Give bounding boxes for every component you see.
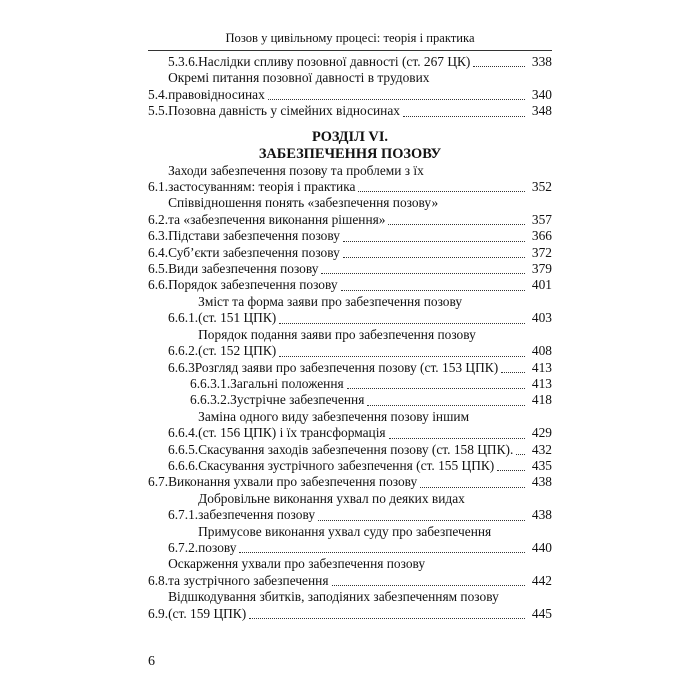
toc-entry (148, 103, 552, 119)
toc-entry-last-line (198, 458, 552, 474)
toc-entry-line: Примусове виконання ухвал суду про забезпечення (198, 523, 492, 539)
dot-leader (501, 372, 525, 373)
toc-entry-page: 432 (531, 441, 552, 457)
dot-leader (347, 388, 525, 389)
toc-entry (148, 376, 552, 392)
toc-entry-number: 6.4. (148, 244, 169, 260)
toc-entry-last-line (230, 376, 552, 392)
toc-entry (148, 228, 552, 244)
toc-entry-line: Оскарження ухвали про забезпечення позову (168, 556, 426, 572)
toc-entry-number: 6.7.1. (168, 507, 199, 523)
dot-leader (321, 273, 525, 274)
toc-entry (148, 54, 552, 70)
toc-entry-last-line (168, 245, 552, 261)
toc-entry-number: 5.4. (148, 86, 169, 102)
toc-entry (148, 327, 552, 360)
toc-entry-last-line (168, 103, 552, 119)
toc-entry-body (168, 261, 552, 277)
toc-entry (148, 409, 552, 442)
toc-entry (148, 458, 552, 474)
toc-entry-line: Окремі питання позовної давності в трудових (168, 70, 430, 86)
toc-entry-body (198, 327, 552, 360)
toc-entry-body (168, 70, 552, 103)
toc-entry-body (198, 491, 552, 524)
toc-entry-page: 418 (531, 392, 552, 408)
toc-entry-title: та зустрічного забезпечення (168, 572, 329, 588)
dot-leader (268, 99, 525, 100)
toc-entry-title: Виконання ухвали про забезпечення позову (168, 474, 418, 490)
toc-entry-title: (ст. 156 ЦПК) і їх трансформація (198, 425, 386, 441)
toc-entry-last-line (195, 360, 552, 376)
toc-entry-number: 6.3. (148, 228, 169, 244)
section-subtitle: ЗАБЕЗПЕЧЕННЯ ПОЗОВУ (258, 145, 442, 162)
dot-leader (343, 257, 525, 258)
toc-entry-last-line (168, 179, 552, 195)
toc-entry-line: Відшкодування збитків, заподіяних забезпеченням позову (168, 589, 499, 605)
toc-entry-body (168, 556, 552, 589)
page-number: 6 (148, 654, 155, 669)
toc-entry-body (168, 474, 552, 490)
toc-entry (148, 70, 552, 103)
toc-entry-title: (ст. 151 ЦПК) (198, 310, 277, 326)
dot-leader (473, 66, 525, 67)
toc-entry-last-line (198, 425, 552, 441)
toc-entry (148, 556, 552, 589)
toc-entry-title: забезпечення позову (198, 507, 316, 523)
dot-leader (239, 552, 525, 553)
toc-entry-number: 6.6.3.1. (190, 375, 231, 391)
toc-entry-number: 6.6.3.2. (190, 392, 231, 408)
toc-entry-last-line (198, 507, 552, 523)
toc-entry-number: 5.5. (148, 103, 169, 119)
toc-entry-title: (ст. 152 ЦПК) (198, 343, 277, 359)
toc-entry-page: 445 (531, 605, 552, 621)
toc-entry-last-line (168, 277, 552, 293)
toc-entry-title: Загальні положення (230, 375, 344, 391)
toc-entry-title: позову (198, 539, 237, 555)
toc-entry-page: 435 (531, 457, 552, 473)
toc-entry-body (230, 392, 552, 408)
toc-entry-last-line (198, 540, 552, 556)
running-header: Позов у цивільному процесі: теорія і практика (225, 31, 475, 45)
toc-entry-body (198, 458, 552, 474)
toc-entry-number: 6.6.1. (168, 310, 199, 326)
toc-entry-line: Заходи забезпечення позову та проблеми з їх (168, 162, 424, 178)
toc-entry-page: 401 (531, 277, 552, 293)
toc-entry-page: 438 (531, 507, 552, 523)
toc-entry-last-line (230, 392, 552, 408)
dot-leader (497, 470, 525, 471)
toc-entry-body (168, 589, 552, 622)
toc-entry-number: 6.7.2. (168, 539, 199, 555)
toc-entry-number: 6.2. (148, 211, 169, 227)
toc-entry-page: 408 (531, 343, 552, 359)
toc-entry-title: Суб’єкти забезпечення позову (168, 244, 340, 260)
toc-entry-title: Скасування заходів забезпечення позову (ст. 158 ЦПК). (198, 441, 514, 457)
toc-entry-page: 440 (531, 539, 552, 555)
toc-entry (148, 195, 552, 228)
toc-entry-number: 6.6.5. (168, 441, 199, 457)
toc-entry-page: 379 (531, 261, 552, 277)
toc-entry-title: правовідносинах (168, 86, 265, 102)
toc-entry (148, 277, 552, 293)
toc-entry-page: 372 (531, 244, 552, 260)
dot-leader (403, 116, 525, 117)
toc-entry-body (198, 442, 552, 458)
toc-entry-number: 6.7. (148, 474, 169, 490)
toc-entry-body (168, 245, 552, 261)
dot-leader (367, 405, 525, 406)
toc-entry-page: 403 (531, 310, 552, 326)
dot-leader (341, 290, 525, 291)
toc-entry-page: 413 (531, 375, 552, 391)
toc-entry-number: 6.6. (148, 277, 169, 293)
toc-entry-number: 6.6.4. (168, 425, 199, 441)
toc-entry-body (198, 409, 552, 442)
toc-entry-line: Добровільне виконання ухвал по деяких видах (198, 490, 465, 506)
toc-entry-page: 348 (531, 103, 552, 119)
toc-entry-line: Порядок подання заяви про забезпечення позову (198, 326, 476, 342)
dot-leader (388, 224, 525, 225)
toc-entry-last-line (198, 54, 552, 70)
toc-entry-page: 366 (531, 228, 552, 244)
toc-entry-number: 6.9. (148, 605, 169, 621)
toc-entry-last-line (168, 474, 552, 490)
toc-entry-page: 429 (531, 425, 552, 441)
toc-entry-last-line (168, 573, 552, 589)
toc-entry (148, 163, 552, 196)
toc-entry-number: 6.6.6. (168, 457, 199, 473)
toc-entry-last-line (168, 87, 552, 103)
toc-entry-number: 6.6.3 (168, 359, 195, 375)
dot-leader (420, 487, 525, 488)
toc-entry (148, 589, 552, 622)
toc-entry-body (168, 195, 552, 228)
toc-entry-page: 413 (531, 359, 552, 375)
toc-entry-page: 438 (531, 474, 552, 490)
toc-entry-body (198, 294, 552, 327)
toc-entry (148, 261, 552, 277)
toc-entry-title: Порядок забезпечення позову (168, 277, 338, 293)
toc-entry-last-line (168, 212, 552, 228)
toc-entry-title: Розгляд заяви про забезпечення позову (ст. 153 ЦПК) (194, 359, 499, 375)
toc-entry-body (168, 163, 552, 196)
dot-leader (389, 438, 525, 439)
toc-entry-number: 6.5. (148, 261, 169, 277)
toc-entries-before (148, 54, 552, 120)
toc-entry-body (230, 376, 552, 392)
toc-entry-line: Зміст та форма заяви про забезпечення позову (198, 293, 463, 309)
dot-leader (516, 454, 525, 455)
toc-entry-body (168, 228, 552, 244)
toc-entry (148, 294, 552, 327)
dot-leader (279, 356, 525, 357)
toc-entry-body (198, 524, 552, 557)
toc-entry (148, 474, 552, 490)
toc-entry-number: 6.6.2. (168, 343, 199, 359)
toc-entry-number: 6.8. (148, 572, 169, 588)
toc-entry-last-line (168, 228, 552, 244)
toc-entry-page: 352 (531, 179, 552, 195)
toc-entries-after (148, 163, 552, 622)
toc-entry-page: 338 (531, 54, 552, 69)
toc-entry-title: Зустрічне забезпечення (230, 392, 365, 408)
dot-leader (343, 241, 525, 242)
toc-entry-title: та «забезпечення виконання рішення» (168, 211, 386, 227)
toc-entry-page: 340 (531, 86, 552, 102)
toc-entry-last-line (198, 343, 552, 359)
toc-entry-last-line (198, 310, 552, 326)
toc-entry-title: Позовна давність у сімейних відносинах (168, 103, 400, 119)
toc-entry-title: застосуванням: теорія і практика (168, 179, 356, 195)
toc-entry-last-line (198, 442, 552, 458)
toc-entry-title: Наслідки спливу позовної давності (ст. 267 ЦК) (198, 54, 471, 69)
toc-entry (148, 491, 552, 524)
toc-entry (148, 524, 552, 557)
toc-entry-title: Види забезпечення позову (168, 261, 319, 277)
toc-entry-page: 442 (531, 572, 552, 588)
toc-entry-title: Скасування зустрічного забезпечення (ст. 155 ЦПК) (198, 457, 495, 473)
toc-entry-body (195, 360, 552, 376)
dot-leader (358, 191, 525, 192)
section-title: РОЗДІЛ VI. (311, 128, 389, 145)
toc-entry-number: 6.1. (148, 179, 169, 195)
toc-entry-page: 357 (531, 211, 552, 227)
dot-leader (279, 323, 525, 324)
header-rule (148, 50, 552, 51)
toc-entry (148, 392, 552, 408)
toc-entry-body (198, 54, 552, 70)
dot-leader (249, 618, 525, 619)
toc-entry (148, 360, 552, 376)
table-of-contents (148, 54, 552, 622)
toc-entry-last-line (168, 606, 552, 622)
toc-entry-body (168, 103, 552, 119)
toc-entry-last-line (168, 261, 552, 277)
toc-entry-body (168, 277, 552, 293)
dot-leader (332, 585, 526, 586)
toc-entry-number: 5.3.6. (168, 54, 199, 69)
toc-entry (148, 245, 552, 261)
toc-entry-line: Заміна одного виду забезпечення позову іншим (198, 408, 470, 424)
toc-entry-title: Підстави забезпечення позову (168, 228, 340, 244)
toc-entry-line: Співвідношення понять «забезпечення позову» (168, 195, 439, 211)
toc-entry-title: (ст. 159 ЦПК) (168, 605, 247, 621)
dot-leader (318, 520, 525, 521)
toc-entry (148, 442, 552, 458)
